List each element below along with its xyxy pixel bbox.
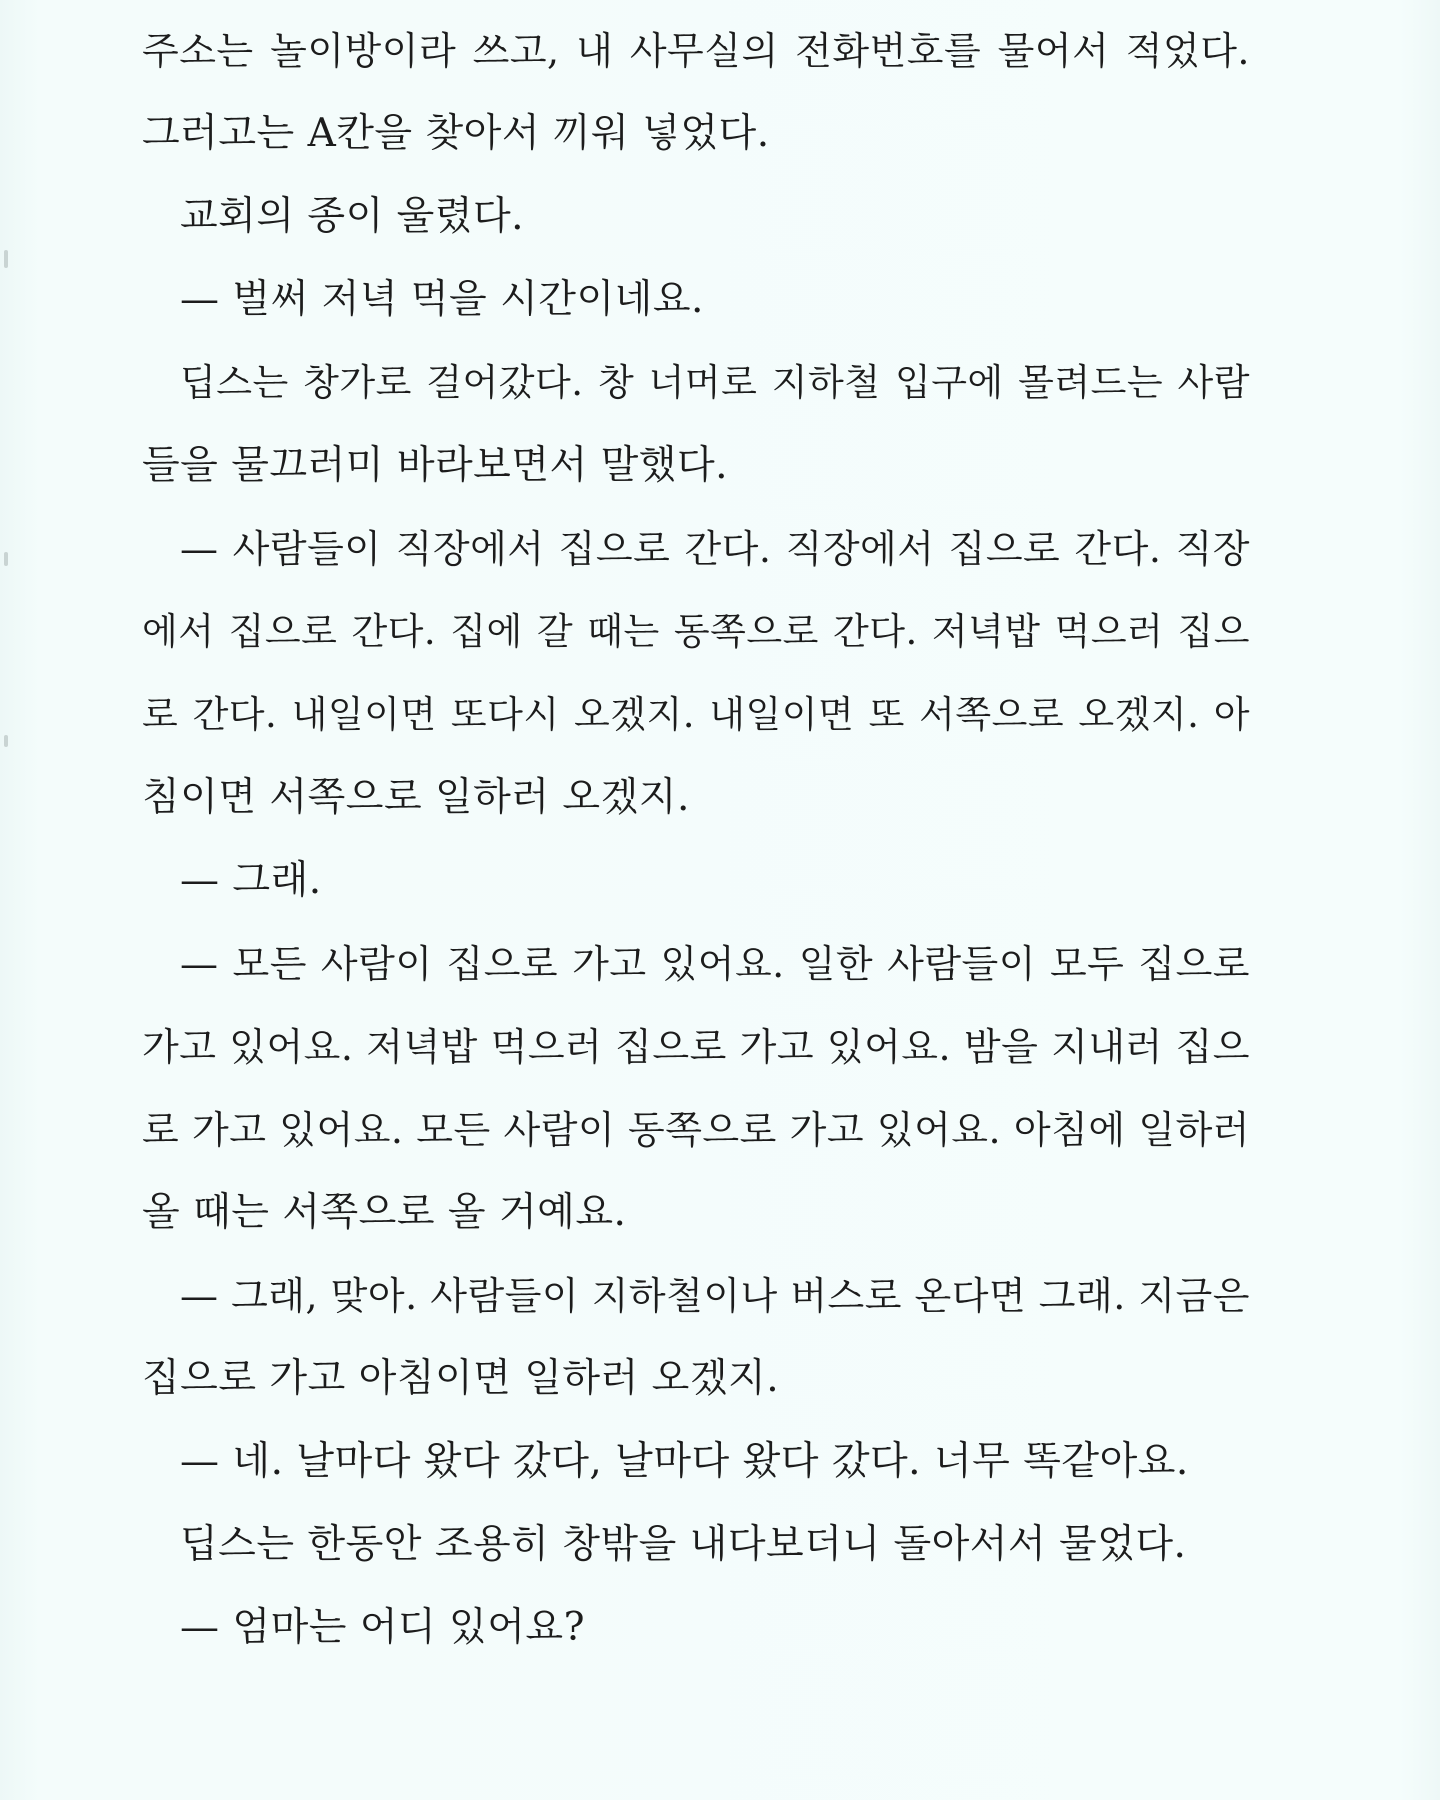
text-line: — 그래, 맞아. 사람들이 지하철이나 버스로 온다면 그래. 지금은 <box>180 1274 1250 1318</box>
text-line: 집으로 가고 아침이면 일하러 오겠지. <box>142 1356 780 1401</box>
text-line: — 엄마는 어디 있어요? <box>180 1605 585 1650</box>
text-line: 침이면 서쪽으로 일하러 오겠지. <box>142 775 690 820</box>
text-line: 올 때는 서쪽으로 올 거예요. <box>142 1190 627 1235</box>
text-line: — 사람들이 직장에서 집으로 간다. 직장에서 집으로 간다. 직장 <box>180 527 1250 571</box>
text-line: 가고 있어요. 저녁밥 먹으러 집으로 가고 있어요. 밤을 지내러 집으 <box>142 1025 1250 1069</box>
text-line: — 벌써 저녁 먹을 시간이네요. <box>180 277 704 322</box>
text-line: — 모든 사람이 집으로 가고 있어요. 일한 사람들이 모두 집으로 <box>180 942 1250 986</box>
text-line: 들을 물끄러미 바라보면서 말했다. <box>142 443 729 488</box>
page-text <box>142 22 1250 1682</box>
text-line: 로 간다. 내일이면 또다시 오겠지. 내일이면 또 서쪽으로 오겠지. 아 <box>142 693 1250 736</box>
text-line: 에서 집으로 간다. 집에 갈 때는 동쪽으로 간다. 저녁밥 먹으러 집으 <box>142 610 1250 653</box>
text-line: 딥스는 창가로 걸어갔다. 창 너머로 지하철 입구에 몰려드는 사람 <box>180 361 1250 404</box>
text-line: — 네. 날마다 왔다 갔다, 날마다 왔다 갔다. 너무 똑같아요. <box>180 1439 1189 1484</box>
text-line: 로 가고 있어요. 모든 사람이 동쪽으로 가고 있어요. 아침에 일하러 <box>142 1108 1250 1152</box>
text-line: 주소는 놀이방이라 쓰고, 내 사무실의 전화번호를 물어서 적었다. <box>142 29 1250 73</box>
text-line: 딥스는 한동안 조용히 창밖을 내다보더니 돌아서서 물었다. <box>180 1522 1187 1567</box>
page-edge-mark <box>4 552 8 566</box>
text-line: — 그래. <box>180 858 322 903</box>
page-edge-mark <box>4 735 8 747</box>
text-line: 교회의 종이 울렸다. <box>180 194 525 239</box>
page-edge-mark <box>4 250 8 268</box>
text-line: 그러고는 A칸을 찾아서 끼워 넣었다. <box>142 111 770 156</box>
